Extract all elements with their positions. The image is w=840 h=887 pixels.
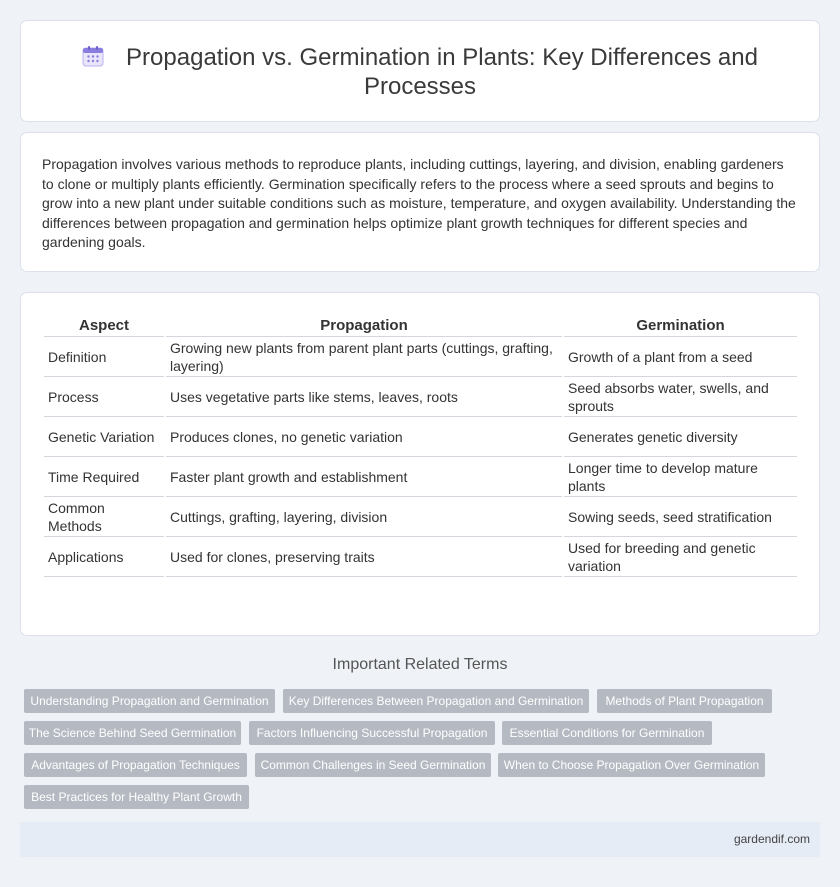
- header-germination: Germination: [564, 316, 797, 337]
- comparison-table: [42, 316, 799, 577]
- cell-germination: Growth of a plant from a seed: [564, 337, 797, 377]
- related-tag[interactable]: Common Challenges in Seed Germination: [255, 753, 491, 777]
- cell-aspect: Applications: [44, 537, 164, 577]
- page-title-text: Propagation vs. Germination in Plants: Key Differences and Processes: [126, 44, 758, 100]
- related-tag[interactable]: Methods of Plant Propagation: [597, 689, 772, 713]
- cell-germination: Generates genetic diversity: [564, 417, 797, 457]
- related-tag[interactable]: The Science Behind Seed Germination: [24, 721, 241, 745]
- cell-propagation: Cuttings, grafting, layering, division: [166, 497, 562, 537]
- related-tag[interactable]: Understanding Propagation and Germination: [24, 689, 275, 713]
- calendar-icon: [82, 45, 104, 67]
- cell-germination: Longer time to develop mature plants: [564, 457, 797, 497]
- header-aspect: Aspect: [44, 316, 164, 337]
- cell-aspect: Genetic Variation: [44, 417, 164, 457]
- table-header-row: [44, 316, 797, 337]
- cell-germination: Seed absorbs water, swells, and sprouts: [564, 377, 797, 417]
- related-tag[interactable]: Advantages of Propagation Techniques: [24, 753, 247, 777]
- comparison-table-card: [20, 292, 820, 636]
- table-row: [44, 537, 797, 577]
- cell-propagation: Growing new plants from parent plant parts (cuttings, grafting, layering): [166, 337, 562, 377]
- table-row: [44, 337, 797, 377]
- cell-germination: Sowing seeds, seed stratification: [564, 497, 797, 537]
- footer-site-link[interactable]: gardendif.com: [733, 832, 810, 846]
- table-row: [44, 377, 797, 417]
- table-row: [44, 497, 797, 537]
- cell-aspect: Process: [44, 377, 164, 417]
- table-row: [44, 417, 797, 457]
- cell-propagation: Produces clones, no genetic variation: [166, 417, 562, 457]
- related-tag[interactable]: Essential Conditions for Germination: [502, 721, 712, 745]
- intro-paragraph: Propagation involves various methods to reproduce plants, including cuttings, layering, and division, enabling gardeners to clone or multiply plants efficiently. Germination specifically refers to the process where a seed sprouts and begins to grow into a new plant under suitable conditions such as moisture, temperature, and oxygen availability. Understanding the differences between propagation and germination helps optimize plant growth techniques for different species and gardening goals.: [42, 156, 796, 250]
- cell-germination: Used for breeding and genetic variation: [564, 537, 797, 577]
- cell-propagation: Used for clones, preserving traits: [166, 537, 562, 577]
- intro-card: [20, 132, 820, 272]
- cell-aspect: Time Required: [44, 457, 164, 497]
- related-tag[interactable]: When to Choose Propagation Over Germination: [498, 753, 765, 777]
- cell-aspect: Common Methods: [44, 497, 164, 537]
- cell-aspect: Definition: [44, 337, 164, 377]
- related-tag[interactable]: Best Practices for Healthy Plant Growth: [24, 785, 249, 809]
- related-tag[interactable]: Factors Influencing Successful Propagation: [249, 721, 495, 745]
- table-row: [44, 457, 797, 497]
- header-propagation: Propagation: [166, 316, 562, 337]
- cell-propagation: Faster plant growth and establishment: [166, 457, 562, 497]
- footer: [20, 822, 820, 857]
- cell-propagation: Uses vegetative parts like stems, leaves, roots: [166, 377, 562, 417]
- related-terms-heading: Important Related Terms: [332, 656, 508, 673]
- page-title: [61, 43, 779, 101]
- header-card: [20, 20, 820, 122]
- related-tag[interactable]: Key Differences Between Propagation and Germination: [283, 689, 589, 713]
